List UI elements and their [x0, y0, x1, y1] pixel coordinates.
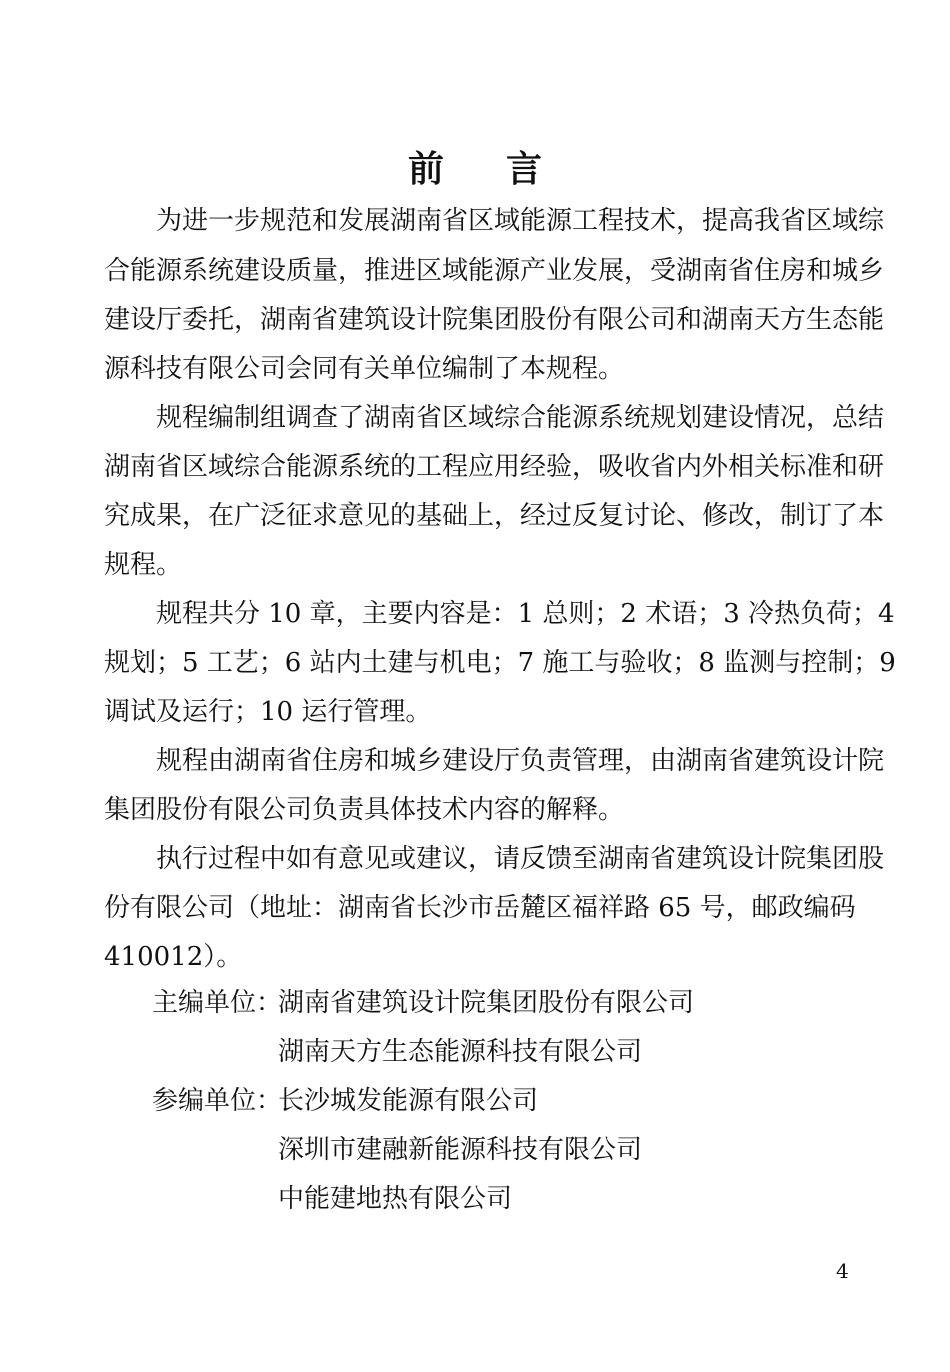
paragraph-3-line-2: 规划；5 工艺；6 站内土建与机电；7 施工与验收；8 监测与控制；9: [104, 648, 896, 678]
chief-editor-org-2: 湖南天方生态能源科技有限公司: [278, 1037, 643, 1067]
paragraph-3-line-1: 规程共分 10 章，主要内容是：1 总则；2 术语；3 冷热负荷；4: [156, 599, 895, 629]
chief-editor-label: 主编单位：: [152, 988, 283, 1018]
paragraph-2-line-2: 湖南省区域综合能源系统的工程应用经验，吸收省内外相关标准和研: [104, 452, 885, 482]
paragraph-2-line-1: 规程编制组调查了湖南省区域综合能源系统规划建设情况，总结: [156, 403, 885, 433]
page-title: 前言: [407, 149, 604, 190]
participating-editor-org-1: 长沙城发能源有限公司: [278, 1086, 539, 1116]
page-number: 4: [836, 1259, 849, 1283]
paragraph-1-line-3: 建设厅委托，湖南省建筑设计院集团股份有限公司和湖南天方生态能: [104, 305, 885, 335]
paragraph-2-line-3: 究成果，在广泛征求意见的基础上，经过反复讨论、修改，制订了本: [104, 501, 885, 531]
paragraph-5-line-2: 份有限公司（地址：湖南省长沙市岳麓区福祥路 65 号，邮政编码: [104, 893, 856, 923]
participating-editor-org-2: 深圳市建融新能源科技有限公司: [278, 1135, 643, 1165]
participating-editor-label: 参编单位：: [152, 1086, 283, 1116]
paragraph-2-line-4: 规程。: [104, 550, 183, 580]
paragraph-5-line-3: 410012）。: [104, 942, 243, 972]
paragraph-4-line-1: 规程由湖南省住房和城乡建设厅负责管理，由湖南省建筑设计院: [156, 746, 885, 776]
participating-editor-org-3: 中能建地热有限公司: [278, 1184, 513, 1214]
paragraph-1-line-1: 为进一步规范和发展湖南省区域能源工程技术，提高我省区域综: [156, 206, 885, 236]
paragraph-5-line-1: 执行过程中如有意见或建议，请反馈至湖南省建筑设计院集团股: [156, 844, 885, 874]
paragraph-3-line-3: 调试及运行；10 运行管理。: [104, 697, 432, 727]
paragraph-1-line-2: 合能源系统建设质量，推进区域能源产业发展，受湖南省住房和城乡: [104, 256, 885, 286]
paragraph-4-line-2: 集团股份有限公司负责具体技术内容的解释。: [104, 795, 625, 825]
chief-editor-org-1: 湖南省建筑设计院集团股份有限公司: [278, 988, 695, 1018]
paragraph-1-line-4: 源科技有限公司会同有关单位编制了本规程。: [104, 354, 625, 384]
